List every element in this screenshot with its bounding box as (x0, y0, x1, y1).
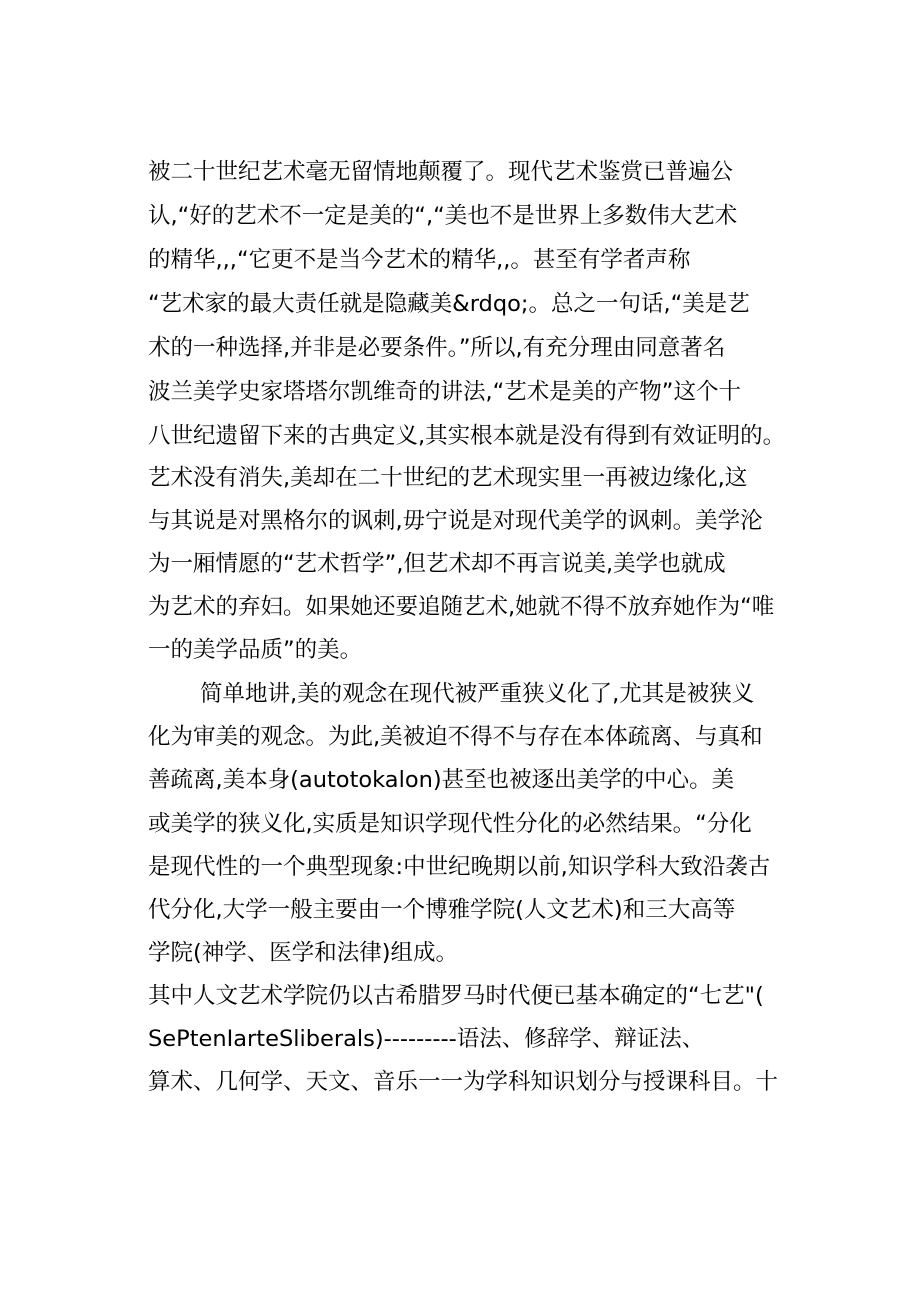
text-line: 学院(神学、医学和法律)组成。 (148, 940, 459, 966)
text-line: 与其说是对黑格尔的讽刺,毋宁说是对现代美学的讽刺。美学沦 (148, 508, 763, 534)
paragraph-first-line: 简单地讲,美的观念在现代被严重狭义化了,尤其是被狭义 (200, 681, 755, 707)
text-line: 波兰美学史家塔塔尔凯维奇的讲法,“艺术是美的产物”这个十 (148, 379, 741, 405)
text-line: 为艺术的弃妇。如果她还要追随艺术,她就不得不放弃她作为“唯 (148, 594, 775, 620)
text-line: 的精华,,,“它更不是当今艺术的精华,,。甚至有学者声称 (148, 247, 691, 273)
text-line: 代分化,大学一般主要由一个博雅学院(人文艺术)和三大高等 (148, 897, 736, 923)
text-line: 是现代性的一个典型现象:中世纪晚期以前,知识学科大致沿袭古 (148, 854, 771, 880)
text-line: 被二十世纪艺术毫无留情地颠覆了。现代艺术鉴赏已普遍公 (148, 159, 734, 185)
text-line: 一的美学品质”的美。 (148, 637, 363, 663)
text-line: SePtenIarteSliberals)---------语法、修辞学、辩证法、 (148, 1026, 705, 1052)
text-line: 化为审美的观念。为此,美被迫不得不与存在本体疏离、与真和 (148, 724, 763, 750)
text-line: 或美学的狭义化,实质是知识学现代性分化的必然结果。“分化 (148, 811, 752, 837)
text-line: 其中人文艺术学院仍以古希腊罗马时代便已基本确定的“七艺"( (148, 983, 764, 1009)
text-line: 艺术没有消失,美却在二十世纪的艺术现实里一再被边缘化,这 (148, 465, 748, 491)
text-line: “艺术家的最大责任就是隐藏美&rdqo;。总之一句话,“美是艺 (148, 291, 750, 317)
text-line: 善疏离,美本身(autotokalon)甚至也被逐出美学的中心。美 (148, 767, 735, 793)
text-line: 算术、几何学、天文、音乐一一为学科知识划分与授课科目。十 (148, 1069, 779, 1095)
text-line: 八世纪遗留下来的古典定义,其实根本就是没有得到有效证明的。 (148, 423, 786, 449)
text-line: 认,“好的艺术不一定是美的“,“美也不是世界上多数伟大艺术 (148, 203, 738, 229)
text-line: 术的一种选择,并非是必要条件。”所以,有充分理由同意著名 (148, 335, 726, 361)
text-line: 为一厢情愿的“艺术哲学”,但艺术却不再言说美,美学也就成 (148, 551, 726, 577)
